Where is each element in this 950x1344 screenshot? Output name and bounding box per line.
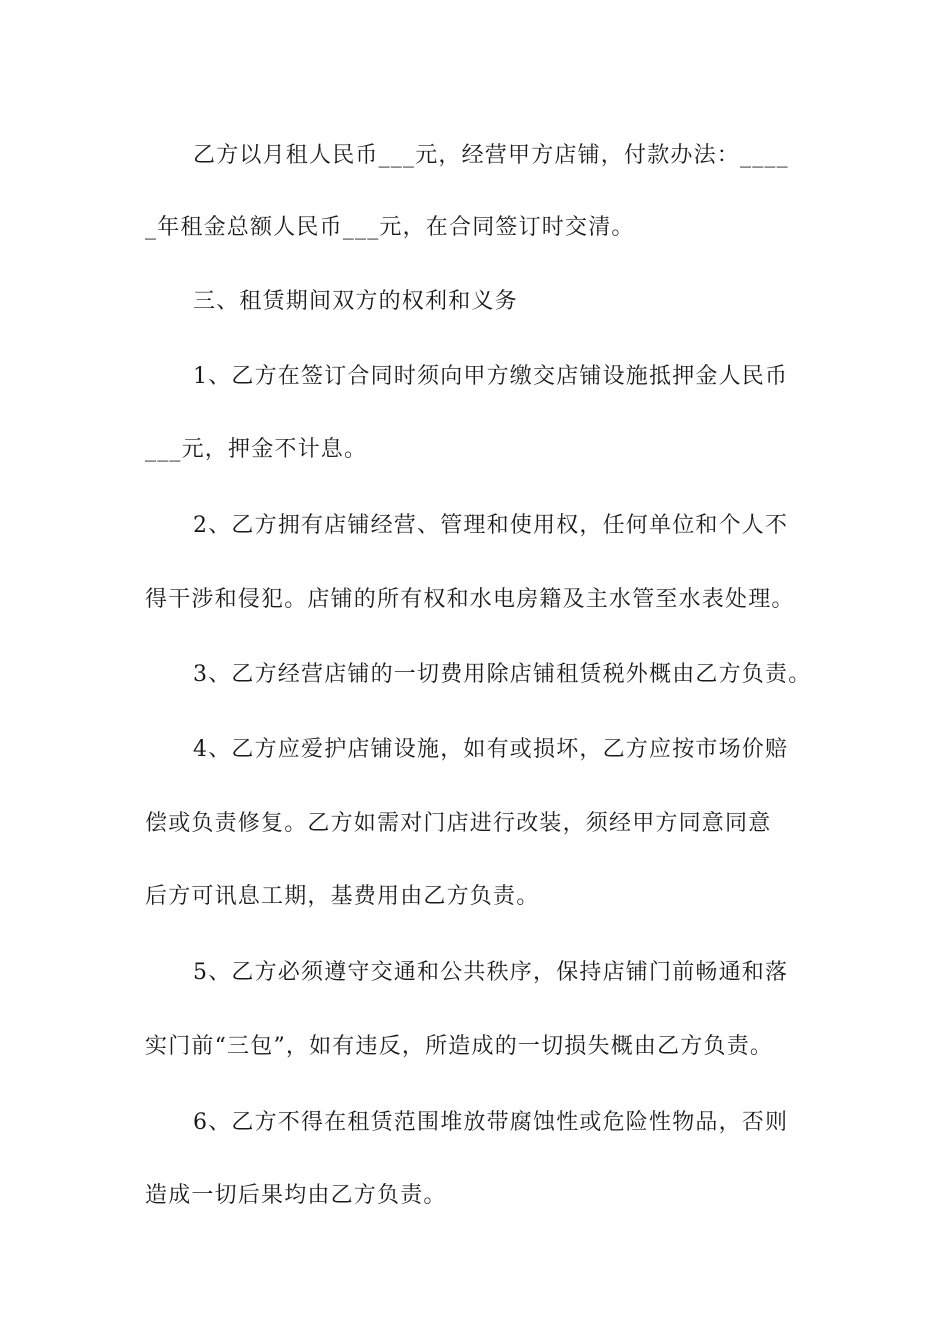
paragraph-line: 4、乙方应爱护店铺设施，如有或损坏，乙方应按市场价赔 [193, 737, 789, 762]
paragraph-line: 得干涉和侵犯。店铺的所有权和水电房籍及主水管至水表处理。 [145, 587, 795, 612]
paragraph-line: ___元，押金不计息。 [145, 437, 368, 462]
paragraph-line: 偿或负责修复。乙方如需对门店进行改装，须经甲方同意同意 [145, 811, 772, 836]
paragraph-line: 后方可讯息工期，基费用由乙方负责。 [145, 884, 540, 909]
paragraph-line: 造成一切后果均由乙方负责。 [145, 1183, 447, 1208]
paragraph-line: 实门前“三包”，如有违反，所造成的一切损失概由乙方负责。 [145, 1034, 774, 1059]
paragraph-line: _年租金总额人民币___元，在合同签订时交清。 [145, 215, 635, 240]
paragraph-line: 3、乙方经营店铺的一切费用除店铺租赁税外概由乙方负责。 [193, 662, 812, 687]
paragraph-line: 6、乙方不得在租赁范围堆放带腐蚀性或危险性物品，否则 [193, 1110, 789, 1135]
section-heading: 三、租赁期间双方的权利和义务 [193, 289, 518, 314]
paragraph-line: 乙方以月租人民币___元，经营甲方店铺，付款办法：____ [193, 143, 789, 168]
paragraph-line: 1、乙方在签订合同时须向甲方缴交店铺设施抵押金人民币 [193, 364, 789, 389]
paragraph-line: 2、乙方拥有店铺经营、管理和使用权，任何单位和个人不 [193, 513, 789, 538]
paragraph-line: 5、乙方必须遵守交通和公共秩序，保持店铺门前畅通和落 [193, 960, 789, 985]
